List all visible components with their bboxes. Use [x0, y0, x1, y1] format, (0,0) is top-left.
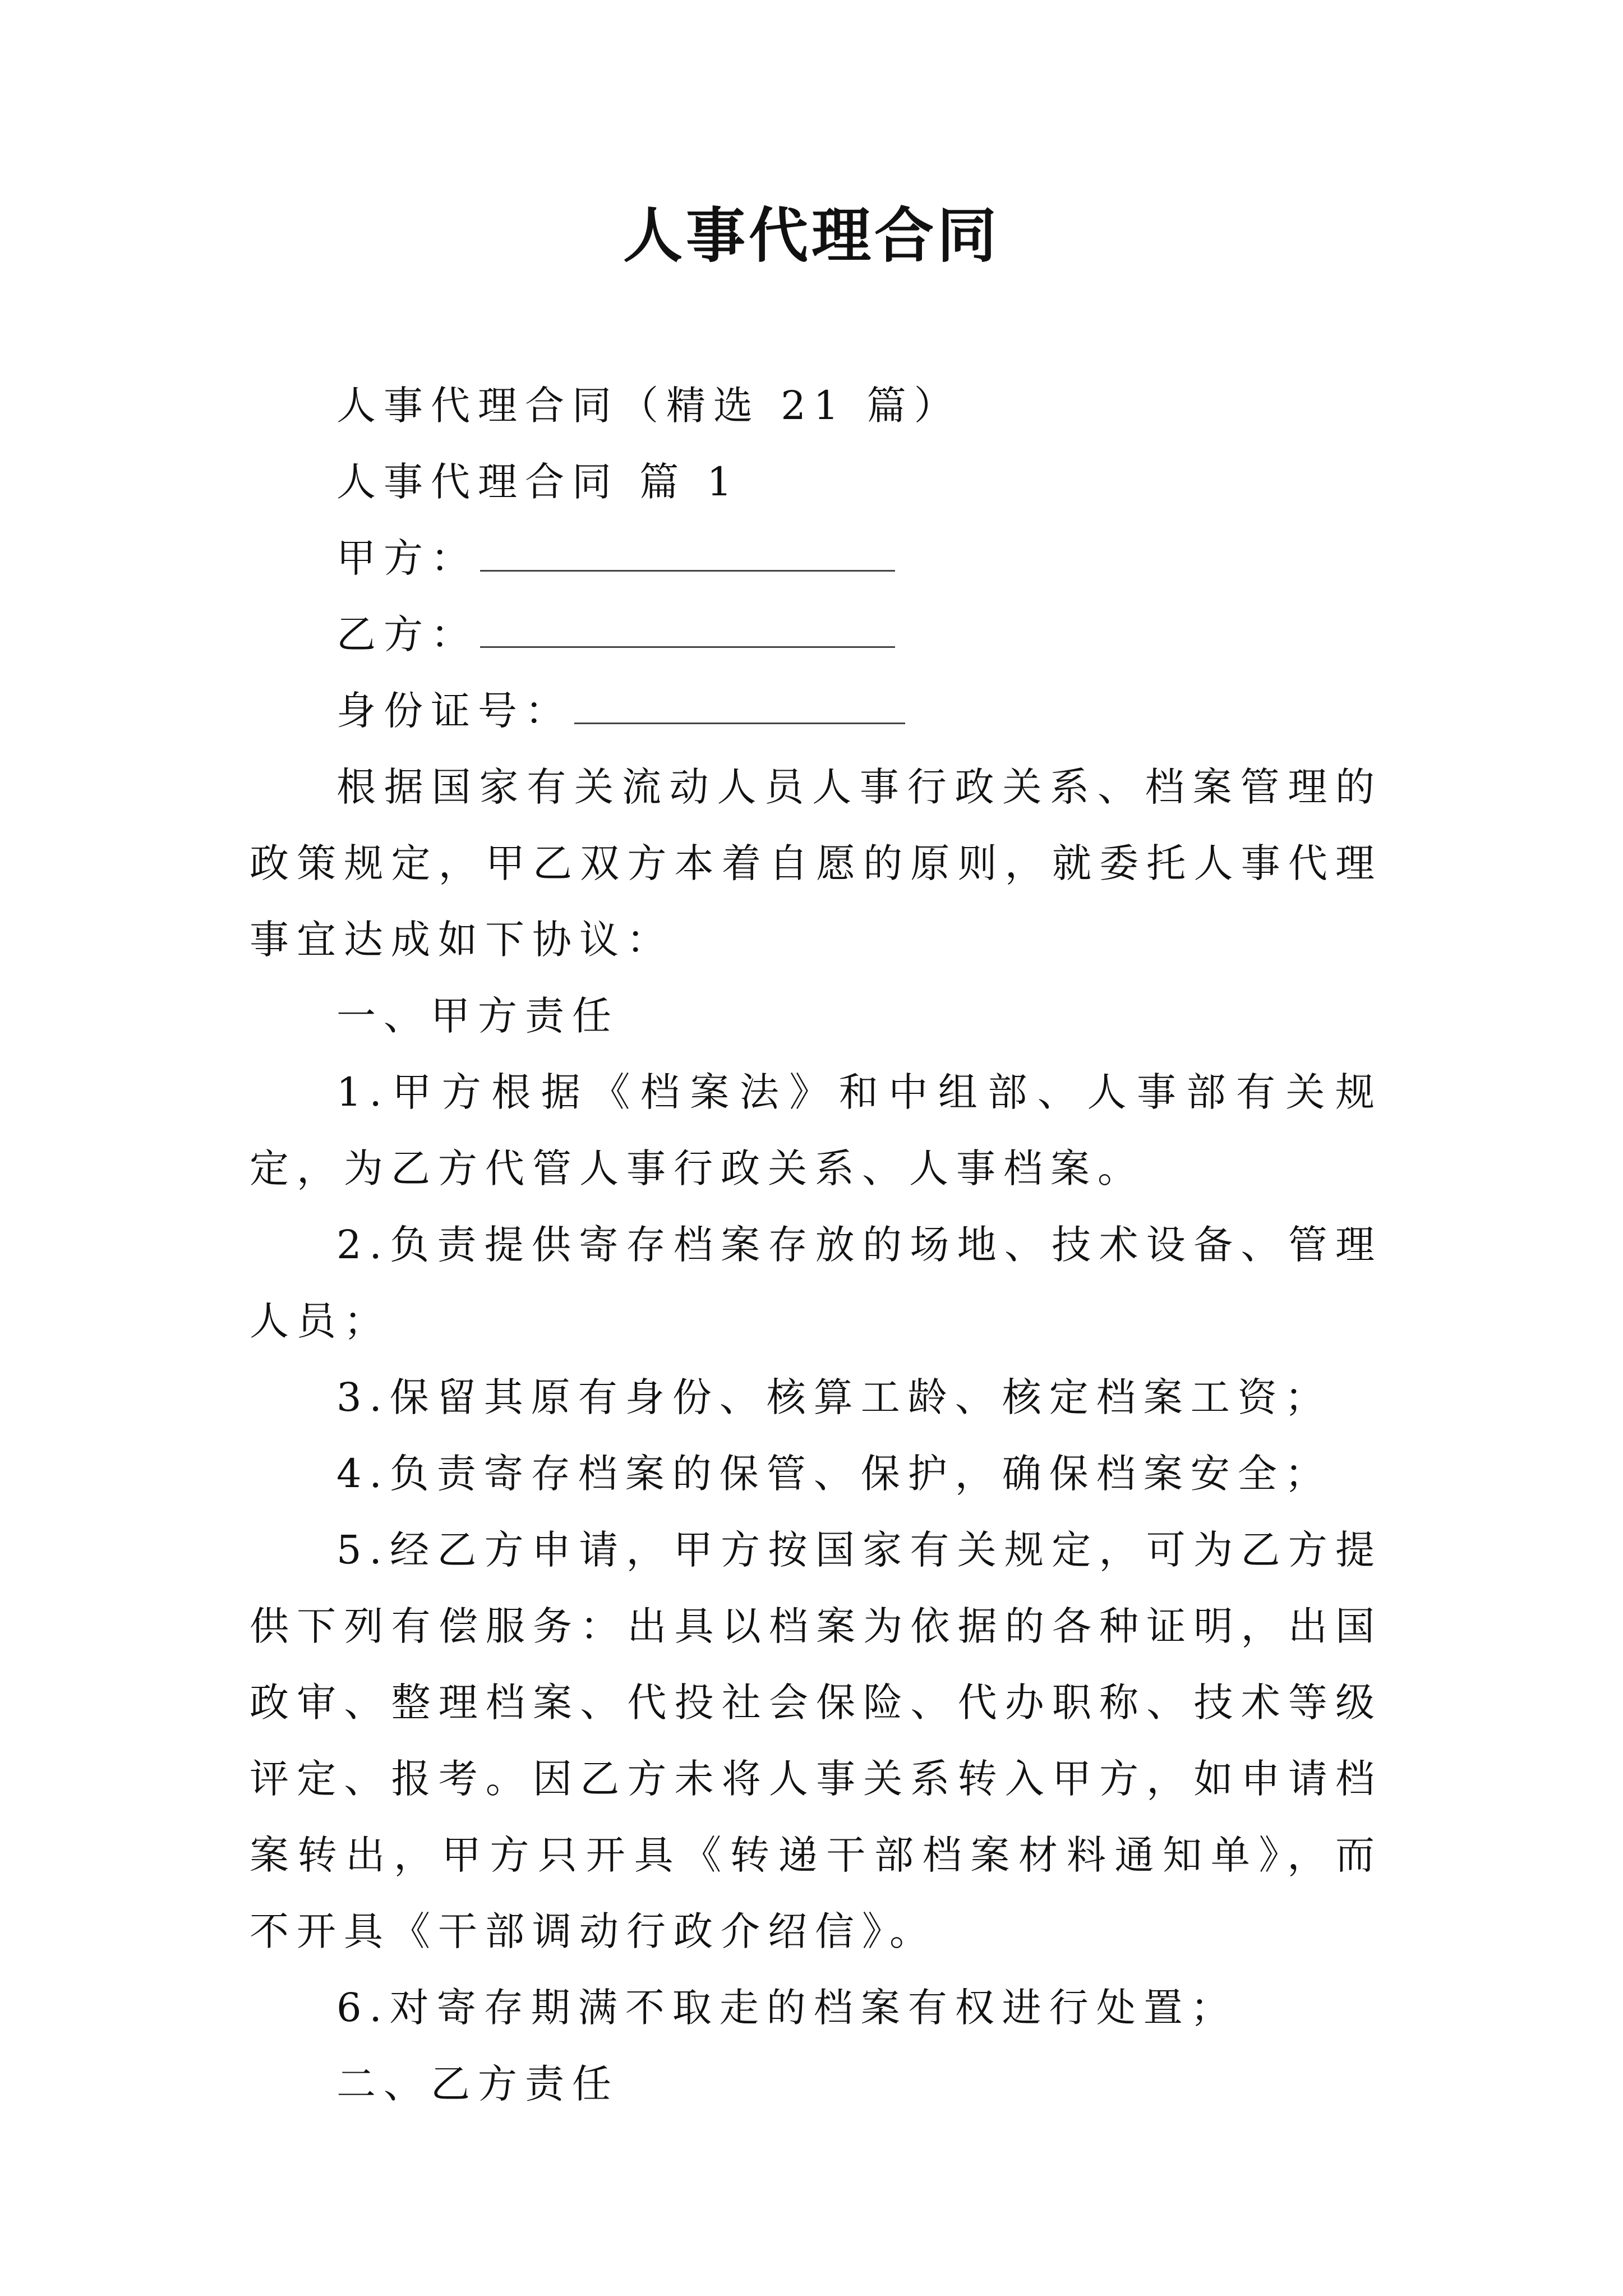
section-1-item-1: 1.甲方根据《档案法》和中组部、人事部有关规定，为乙方代管人事行政关系、人事档案。: [250, 1069, 1382, 1191]
document-body: [250, 367, 1382, 2122]
section-1-item-6: 6.对寄存期满不取走的档案有权进行处置；: [336, 1985, 1238, 2031]
section-1-heading: 一、甲方责任: [336, 993, 619, 1039]
party-a-label: 甲方：: [336, 535, 478, 581]
intro-paragraph: 根据国家有关流动人员人事行政关系、档案管理的政策规定，甲乙双方本着自愿的原则，就委托人事代理事宜达成如下协议：: [250, 764, 1382, 963]
section-1-item-4: 4.负责寄存档案的保管、保护，确保档案安全；: [336, 1451, 1332, 1497]
party-b-line: [250, 596, 1382, 673]
id-number-blank: [574, 689, 905, 724]
section-1-item-2: 2.负责提供寄存档案存放的场地、技术设备、管理人员；: [250, 1222, 1382, 1344]
party-a-blank: [480, 536, 895, 572]
part-heading: 人事代理合同 篇 1: [336, 459, 740, 505]
party-b-label: 乙方：: [336, 611, 478, 657]
document-title: 人事代理合同: [623, 200, 1000, 270]
party-a-line: [250, 520, 1382, 596]
subtitle: 人事代理合同（精选 21 篇）: [336, 383, 961, 429]
id-number-label: 身份证号：: [336, 688, 572, 734]
section-2-heading: 二、乙方责任: [336, 2061, 619, 2107]
section-1-item-5: 5.经乙方申请，甲方按国家有关规定，可为乙方提供下列有偿服务：出具以档案为依据的各种证明，出国政审、整理档案、代投社会保险、代办职称、技术等级评定、报考。因乙方未将人事关系转入甲方，如申请档案转出，甲方只开具《转递干部档案材料通知单》，而不开具《干部调动行政介绍信》。: [250, 1527, 1382, 1954]
section-1-item-3: 3.保留其原有身份、核算工龄、核定档案工资；: [336, 1374, 1332, 1420]
id-number-line: [250, 673, 1382, 749]
party-b-blank: [480, 613, 895, 648]
